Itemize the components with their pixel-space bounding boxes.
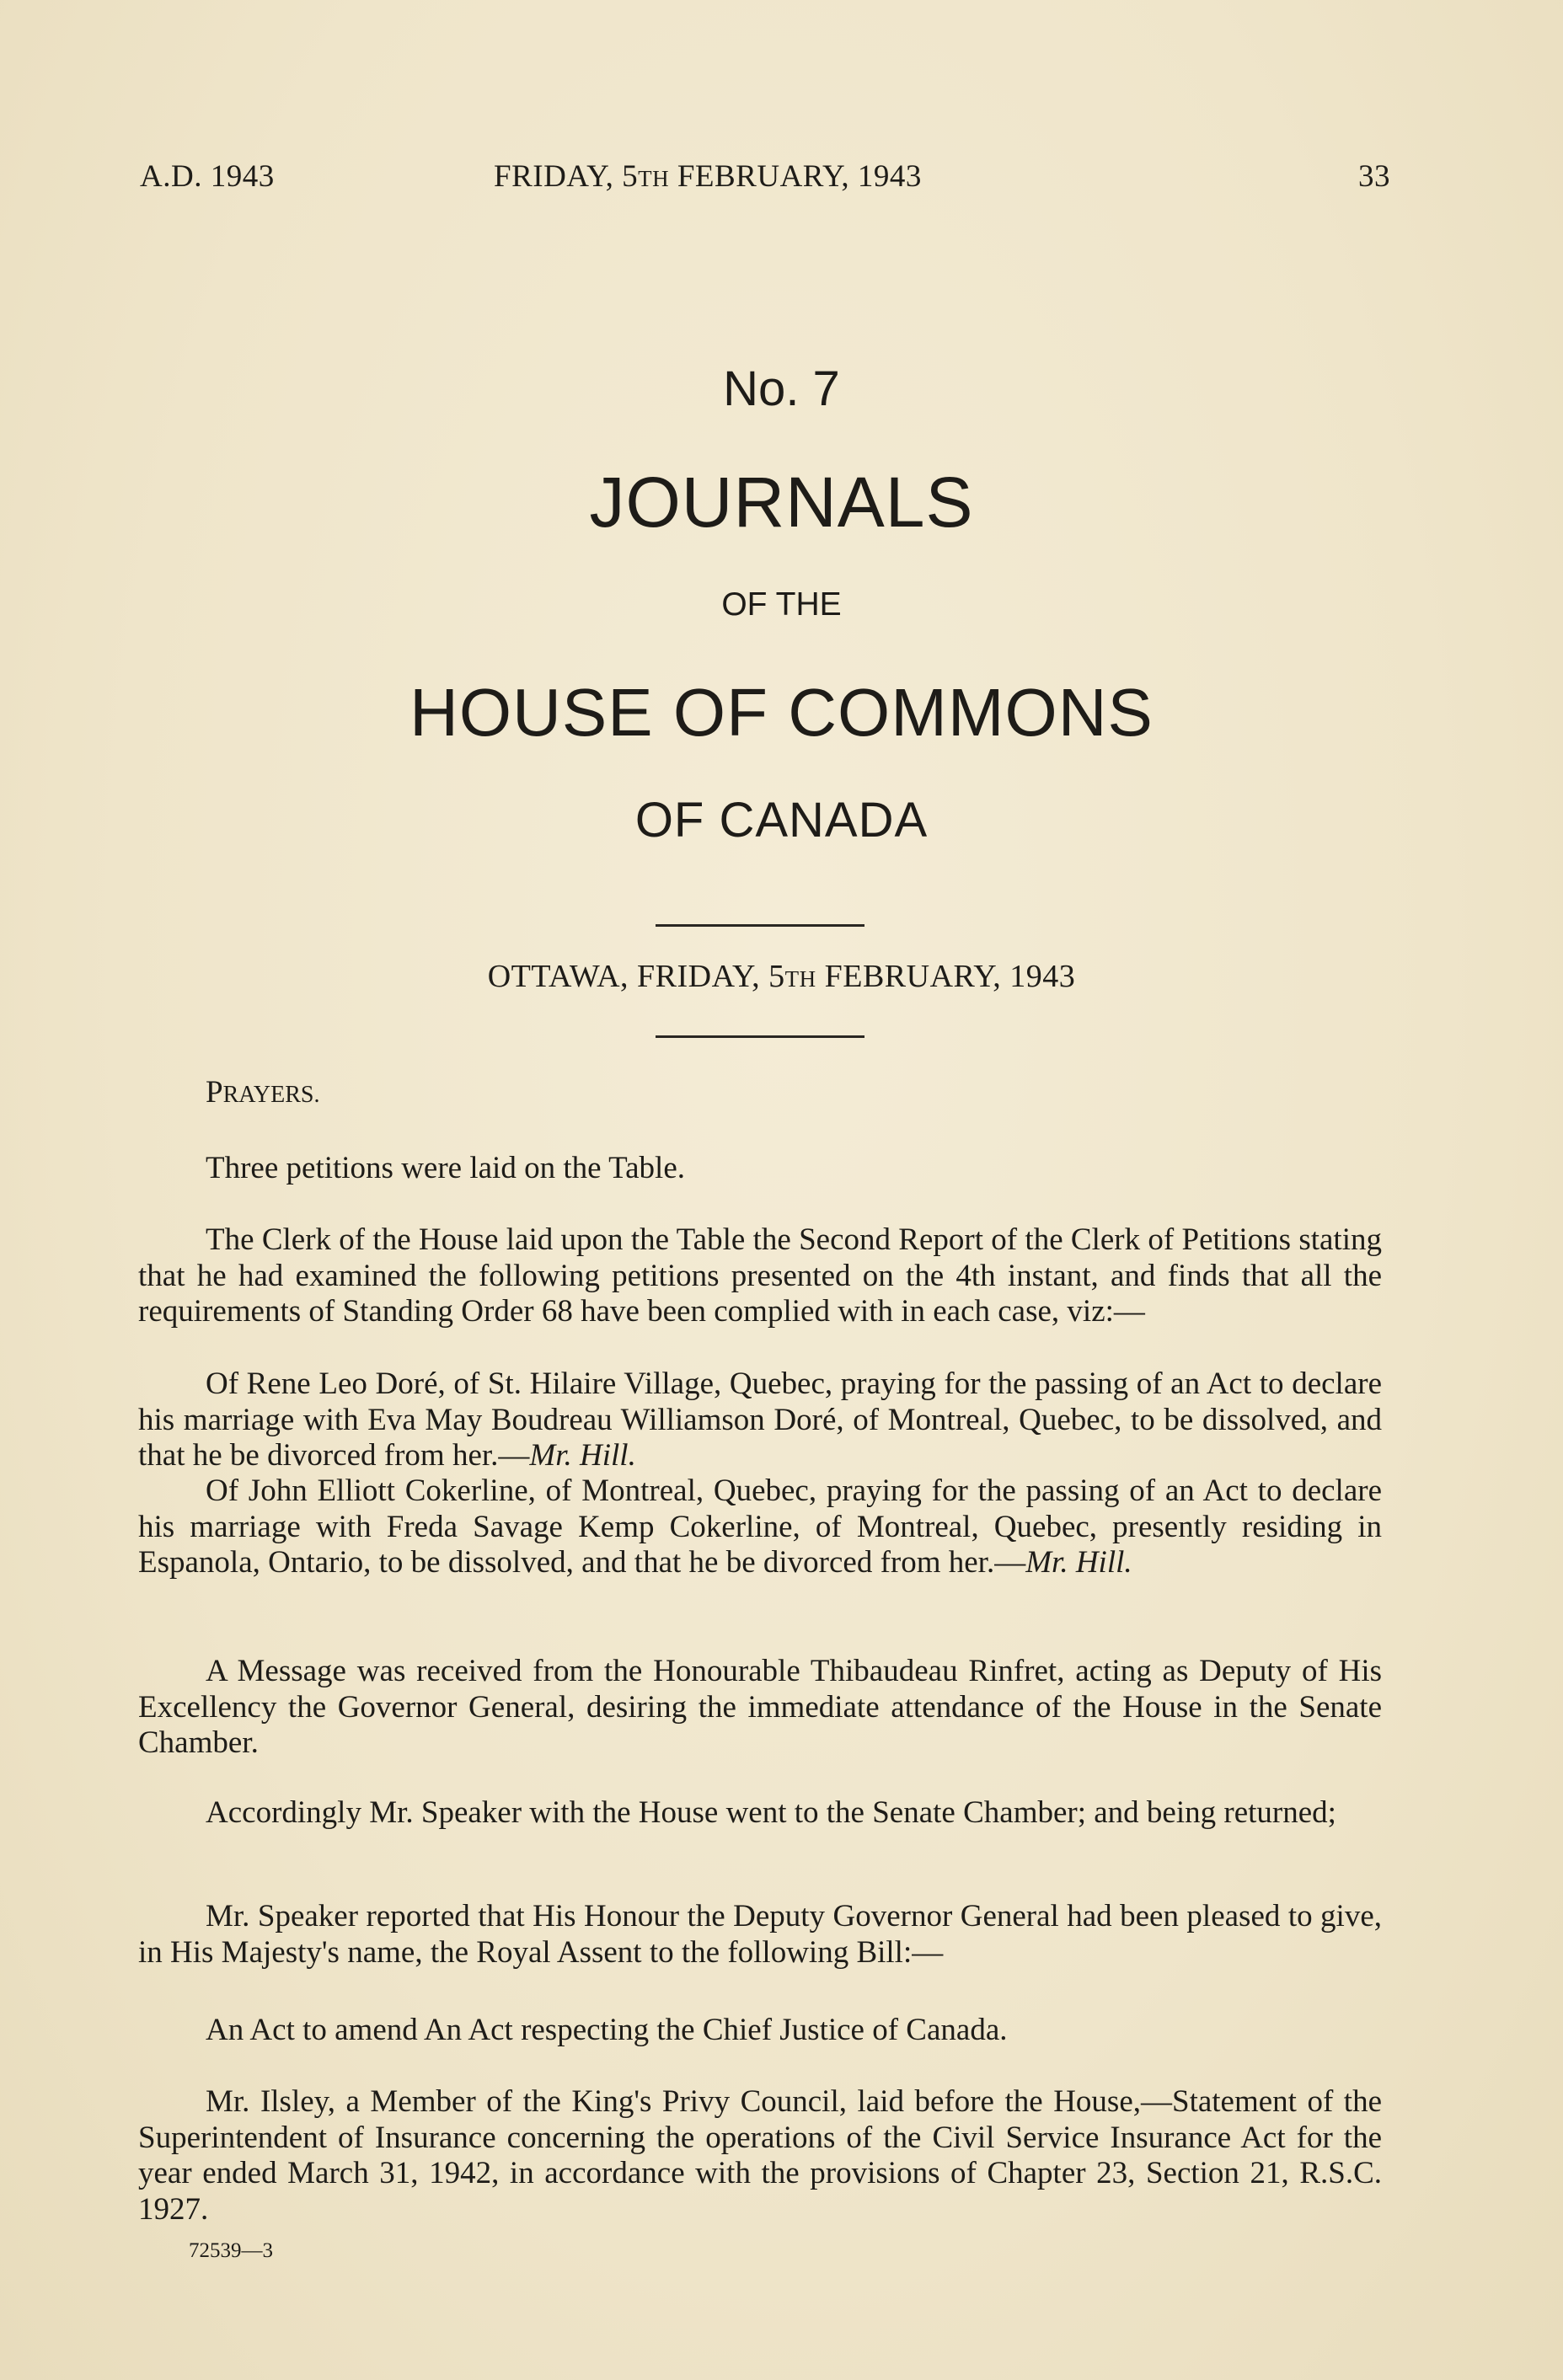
of-the-line: OF THE xyxy=(721,586,842,623)
issue-number: No. 7 xyxy=(723,361,840,416)
petition-cokerline-attribution: Mr. Hill. xyxy=(1025,1545,1132,1580)
header-year: A.D. 1943 xyxy=(140,159,275,194)
clerk-report-text: The Clerk of the House laid upon the Table the Second Report of the Clerk of Petitions stating that he had examined the following petitions presented on the 4th instant, and finds that all the requirements of Standing Order 68 have been complied with in each case, viz:— xyxy=(138,1222,1382,1329)
dateline xyxy=(0,958,1563,995)
header-date-ordinal: TH xyxy=(638,166,670,191)
house-of-commons-title: HOUSE OF COMMONS xyxy=(409,675,1154,750)
royal-assent-text: Mr. Speaker reported that His Honour the Deputy Governor General had been pleased to give, in His Majesty's name, the Royal Assent to the following Bill:— xyxy=(138,1899,1382,1970)
paragraph-petitions xyxy=(138,1151,1382,1187)
petition-dore-attribution: Mr. Hill. xyxy=(529,1438,636,1473)
header-date xyxy=(494,158,922,195)
petitions-text: Three petitions were laid on the Table. xyxy=(206,1151,686,1185)
paragraph-act xyxy=(138,2013,1382,2049)
dateline-rest: FEBRUARY, 1943 xyxy=(816,959,1076,994)
accordingly-text: Accordingly Mr. Speaker with the House went to the Senate Chamber; and being returned; xyxy=(206,1795,1336,1830)
paragraph-clerk-report xyxy=(138,1222,1382,1330)
running-header xyxy=(140,158,1390,201)
paragraph-accordingly xyxy=(138,1795,1382,1832)
print-code: 72539—3 xyxy=(189,2239,273,2262)
dateline-prefix: OTTAWA, FRIDAY, 5 xyxy=(487,959,785,994)
paragraph-petition-dore xyxy=(138,1366,1382,1474)
divider-rule-top xyxy=(656,924,864,927)
paragraph-petition-cokerline xyxy=(138,1473,1382,1581)
paragraph-royal-assent xyxy=(138,1899,1382,1971)
journals-title: JOURNALS xyxy=(589,463,974,542)
petition-cokerline-text: Of John Elliott Cokerline, of Montreal, Quebec, praying for the passing of an Act to declare his marriage with Freda Savage Kemp Cokerline, of Montreal, Quebec, presently residing in Espanola, Ontario, to be dissolved, and that he be divorced from her.— xyxy=(138,1473,1382,1580)
act-text: An Act to amend An Act respecting the Chief Justice of Canada. xyxy=(206,2013,1008,2047)
paragraph-ilsley xyxy=(138,2084,1382,2228)
petition-dore-text: Of Rene Leo Doré, of St. Hilaire Village, Quebec, praying for the passing of an Act to declare his marriage with Eva May Boudreau Williamson Doré, of Montreal, Quebec, to be dissolved, and that he be divorced from her.— xyxy=(138,1366,1382,1473)
paragraph-message xyxy=(138,1654,1382,1762)
message-text: A Message was received from the Honourable Thibaudeau Rinfret, acting as Deputy of His Excellency the Governor General, desiring the immediate attendance of the House in the Senate Chamber. xyxy=(138,1654,1382,1760)
prayers-initial: P xyxy=(206,1075,223,1110)
dateline-ordinal: TH xyxy=(784,966,816,992)
prayers-rest: RAYERS. xyxy=(222,1082,320,1108)
divider-rule-bottom xyxy=(656,1035,864,1038)
ilsley-text: Mr. Ilsley, a Member of the King's Privy Council, laid before the House,—Statement of the Superintendent of Insurance concerning the operations of the Civil Service Insurance Act for the year ended March 31, 1942, in accordance with the provisions of Chapter 23, Section 21, R.S.C. 1927. xyxy=(138,2084,1382,2227)
header-date-rest: FEBRUARY, 1943 xyxy=(669,159,922,194)
page-number: 33 xyxy=(1358,159,1390,194)
header-date-prefix: FRIDAY, 5 xyxy=(494,159,639,194)
of-canada-line: OF CANADA xyxy=(634,793,929,848)
prayers-heading xyxy=(138,1075,1382,1114)
